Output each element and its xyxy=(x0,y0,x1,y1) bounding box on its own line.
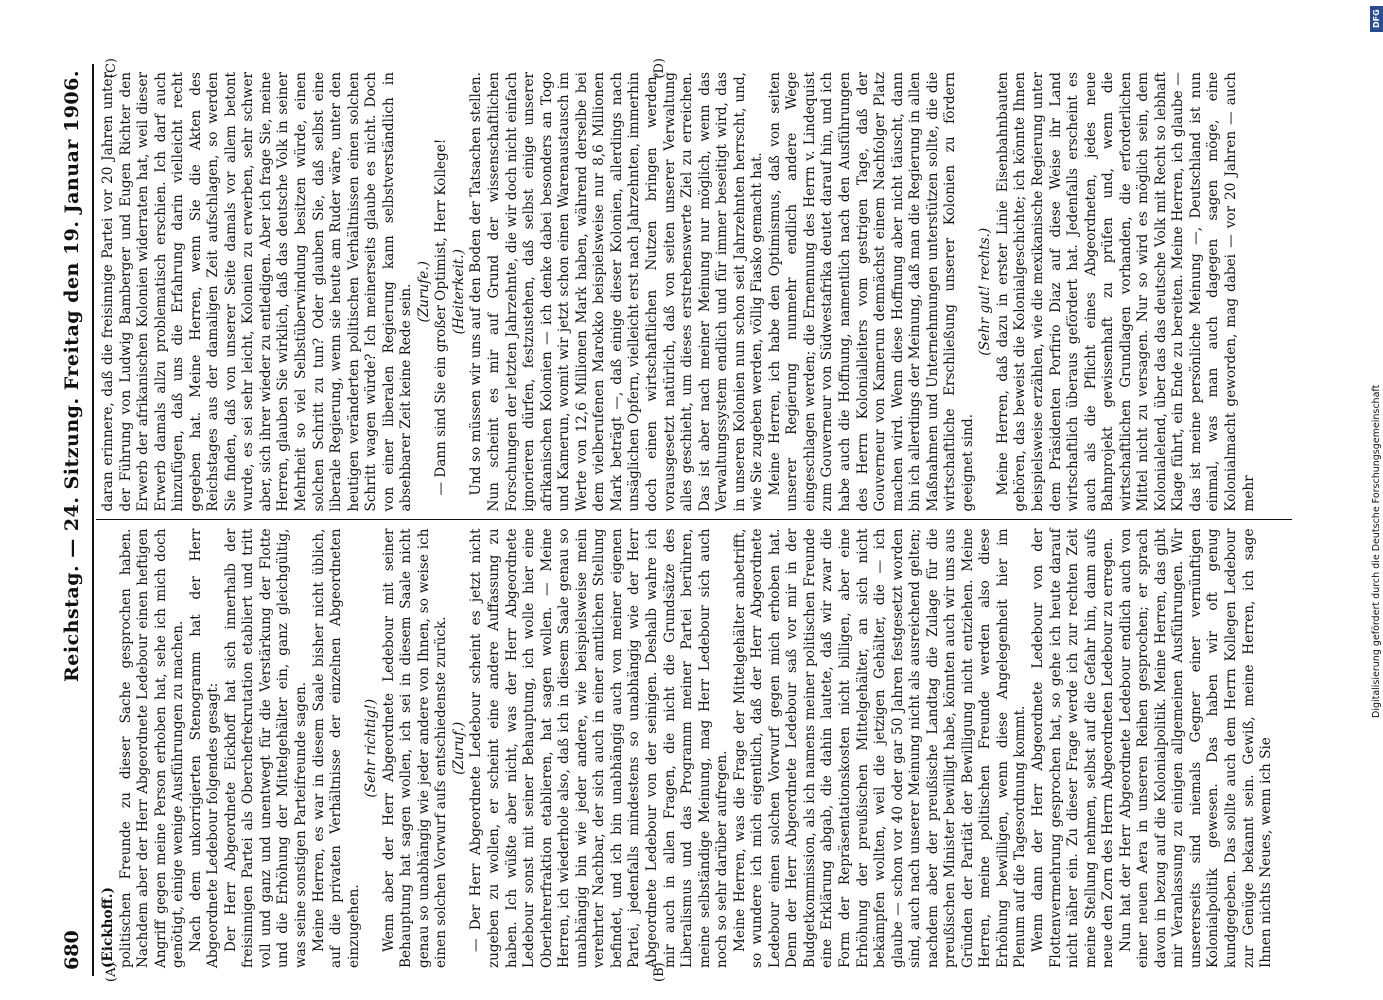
paragraph: Nach dem unkorrigierten Stenogramm hat der Herr Abgeordnete Ledebour folgendes gesagt: xyxy=(187,528,222,968)
paragraph: politischen Freunde zu dieser Sache gesprochen haben. Nachdem aber der Herr Abgeordnete Ledebour einen heftigen Angriff gegen meine Person erhoben hat, sehe ich mich doch genötigt, einige wenige Ausführungen zu machen. xyxy=(117,528,187,968)
margin-label-a: (A) xyxy=(104,962,119,982)
paragraph: Und so müssen wir uns auf den Boden der Tatsachen stellen. Nun scheint es mir auf Grund der wissenschaftlichen Forschungen der letzten Jahrzehnte, die wir doch nicht einfach ignorieren dürfen, festzustehen, daß selbst einige unserer afrikanischen Kolonien — ich denke dabei besonders an Togo und Kamerun, womit wir jetzt schon einen Warenaustausch im Werte von 12,6 Millionen Mark haben, während derselbe bei dem vielberufenen Marokko beispielsweise nur 8,6 Millionen Mark beträgt —, daß einige dieser Kolonien, allerdings nach unsäglichen Opfern, vielleicht erst nach Jahrzehnten, immerhin doch einen wirtschaftlichen Nutzen bringen werden, vorausgesetzt natürlich, daß von seiten unserer Verwaltung alles geschieht, um dieses erstrebenswerte Ziel zu erreichen. Das ist aber nach meiner Meinung nur möglich, wenn das Verwaltungssystem endlich und für immer beseitigt wird, das in unseren Kolonien nun schon seit Jahrzehnten herrscht, und, wie Sie zugeben werden, völlig Fiasko gemacht hat. xyxy=(468,72,766,512)
paragraph: Nun hat der Herr Abgeordnete Ledebour endlich auch von einer neuen Aera in unseren Reihen gesprochen; er sprach davon in bezug auf die Kolonialpolitik. Meine Herren, das gibt mir Veranlassung zu einigen allgemeinen Ausführungen. Wir unsererseits sind niemals Gegner einer vernünftigen Kolonialpolitik gewesen. Das haben wir oft genug kundgegeben. Das sollte auch dem Herrn Kollegen Ledebour zur Genüge bekannt sein. Gewiß, meine Herren, ich sage Ihnen nichts Neues, wenn ich Sie xyxy=(1117,528,1275,968)
speaker-label: (Eickhoff.) xyxy=(100,887,116,968)
interjection: (Zurufe.) xyxy=(415,261,432,323)
margin-label-d: (D) xyxy=(652,58,667,79)
paragraph: Meine Herren, ich habe den Optimismus, daß von seiten unserer Regierung nunmehr endlich andere Wege eingeschlagen werden; die Ernennung des Herrn v. Lindequist zum Gouverneur von Südwestafrika deutet darauf hin, und ich habe auch die Hoffnung, namentlich nach den Ausführungen des Herrn Kolonialleiters vom gestrigen Tage, daß der Gouverneur von Kamerun demnächst einem Nachfolger Platz machen wird. Wenn diese Hoffnung aber nicht täuscht, dann bin ich allerdings der Meinung, daß man die Regierung in allen Maßnahmen und Unternehmungen unterstützen sollte, die die wirtschaftliche Erschließung unserer Kolonien zu fördern geeignet sind. xyxy=(766,72,976,512)
page-header xyxy=(52,64,94,976)
interjection: (Heiterkeit.) xyxy=(450,249,467,335)
digitization-note xyxy=(1370,6,1383,996)
dfg-logo: DFG xyxy=(1370,6,1383,32)
page-title: Reichstag. — 24. Sitzung. Freitag den 19. Januar 1906. xyxy=(61,70,83,683)
paragraph: Wenn dann der Herr Abgeordnete Ledebour von der Flottenvermehrung gesprochen hat, so gehe ich heute darauf nicht näher ein. Zu dieser Frage werde ich zur rechten Zeit meine Stellung nehmen, selbst auf die Gefahr hin, dann aufs neue den Zorn des Herrn Abgeordneten Ledebour zu erregen. xyxy=(1029,528,1117,968)
quoted-paragraph: Der Herr Abgeordnete Eickhoff hat sich innerhalb der freisinnigen Partei als Oberchefrekrutation etabliert und tritt voll und ganz und unentwegt für die Verstärkung der Flotte und die Erhöhung der Mittelgehälter ein, ganz gleichgültig, was seine sonstigen Parteifreunde sagen. xyxy=(222,528,310,968)
page-number: 680 xyxy=(61,930,83,970)
paragraph: — Der Herr Abgeordnete Ledebour scheint es jetzt nicht zugeben zu wollen, er scheint eine andere Auffassung zu haben. Ich wüßte aber nicht, was der Herr Abgeordnete Ledebour sonst mit seiner Behauptung, ich wolle hier eine Oberlehrerfraktion etablieren, hat sagen wollen. — Meine Herren, ich wiederhole also, daß ich in diesem Saale genau so unabhängig bin wie jeder andere, wie beispielsweise mein verehrter Nachbar, der sich auch in einer amtlichen Stellung befindet, und ich bin unabhängig auch von meiner eigenen Partei, jedenfalls mindestens so unabhängig wie der Herr Abgeordnete Ledebour von der seinigen. Deshalb wahre ich mir auch in allen Fragen, die nicht die Grundsätze des Liberalismus und das Programm meiner Partei berühren, meine selbständige Meinung, mag Herr Ledebour sich auch noch so sehr darüber aufregen. xyxy=(468,528,731,968)
paragraph: Meine Herren, was die Frage der Mittelgehälter anbetrifft, so wundere ich mich eigentlich, daß der Herr Abgeordnete Ledebour einen solchen Vorwurf gegen mich erhoben hat. Denn der Herr Abgeordnete Ledebour saß vor mir in der Budgetkommission, als ich namens meiner politischen Freunde eine Erklärung abgab, die dahin lautete, daß wir zwar die Form der Repräsentationskosten nicht billigen, aber eine Erhöhung der preußischen Mittelgehälter, an sich nicht bekämpfen wollten, weil die jetzigen Gehälter, die — ich glaube — schon vor 40 oder gar 50 Jahren festgesetzt worden sind, auch nach unserer Meinung nicht als ausreichend gelten; nachdem aber der preußische Landtag die Zulage für die preußischen Minister bewilligt habe, könnten auch wir uns aus Gründen der Parität der Bewilligung nicht entziehen. Meine Herren, meine politischen Freunde werden also diese Erhöhung bewilligen, wenn diese Angelegenheit hier im Plenum auf die Tagesordnung kommt. xyxy=(731,528,1029,968)
paragraph: daran erinnere, daß die freisinnige Partei vor 20 Jahren unter der Führung von Ludwig Bamberger und Eugen Richter den Erwerb der afrikanischen Kolonien widerraten hat, weil dieser Erwerb damals allzu problematisch erschien. Ich darf auch hinzufügen, daß uns die Erfahrung darin vielleicht recht gegeben hat. Meine Herren, wenn Sie die Akten des Reichstages aus der damaligen Zeit aufschlagen, so werden Sie finden, daß von unserer Seite damals vor allem betont wurde, es sei sehr leicht, Kolonien zu erwerben, sehr schwer aber, sich ihrer wieder zu entledigen. Aber ich frage Sie, meine Herren, glauben Sie wirklich, daß das deutsche Volk in seiner Mehrheit so viel Selbstüberwindung besitzen würde, einen solchen Schritt zu tun? Oder glauben Sie, daß selbst eine liberale Regierung, wenn sie heute am Ruder wäre, unter den heutigen veränderten politischen Verhältnissen einen solchen Schritt wagen würde? Ich meinerseits glaube es nicht. Doch von einer liberalen Regierung kann selbstverständlich in absehbarer Zeit keine Rede sein. xyxy=(100,72,415,512)
paragraph: — Dann sind Sie ein großer Optimist, Herr Kollege! xyxy=(433,138,450,496)
interjection: (Sehr richtig!) xyxy=(363,698,380,798)
funding-note-text: Digitalisierung gefördert durch die Deutsche Forschungsgemeinschaft xyxy=(1371,384,1382,718)
interjection: (Sehr gut! rechts.) xyxy=(977,227,994,356)
left-column xyxy=(96,520,1292,977)
paragraph: Meine Herren, daß dazu in erster Linie Eisenbahnbauten gehören, das beweist die Kolonialgeschichte; ich könnte Ihnen beispielsweise erzählen, wie die mexikanische Regierung unter dem Präsidenten Porfirio Diaz auf diese Weise ihr Land wirtschaftlich überaus gefördert hat. Jedenfalls erscheint es auch als die Pflicht eines Abgeordneten, jedes neue Bahnprojekt gewissenhaft zu prüfen und, wenn die wirtschaftlichen Grundlagen vorhanden, die erforderlichen Mittel nicht zu versagen. Nur so wird es möglich sein, dem Kolonialelend, über das das deutsche Volk mit Recht so lebhaft Klage führt, ein Ende zu bereiten. Meine Herren, ich glaube — das ist meine persönliche Meinung —, Deutschland ist nun einmal, was man auch dagegen sagen möge, eine Kolonialmacht geworden, mag dabei — vor 20 Jahren — auch mehr xyxy=(994,72,1257,512)
rotated-document-page xyxy=(52,60,1292,980)
margin-label-b: (B) xyxy=(652,962,667,982)
paragraph: Wenn aber der Herr Abgeordnete Ledebour mit seiner Behauptung hat sagen wollen, ich sei in diesem Saale nicht genau so unabhängig wie jeder andere von Ihnen, so weise ich einen solchen Vorwurf aufs entschiedenste zurück. xyxy=(380,528,450,968)
margin-label-c: (C) xyxy=(104,58,119,79)
interjection: (Zuruf.) xyxy=(450,721,467,775)
right-column xyxy=(96,64,1292,520)
text-columns xyxy=(96,64,1292,976)
paragraph: Meine Herren, es war in diesem Saale bisher nicht üblich, auf die privaten Verhältnisse der einzelnen Abgeordneten einzugehen. xyxy=(310,528,362,968)
